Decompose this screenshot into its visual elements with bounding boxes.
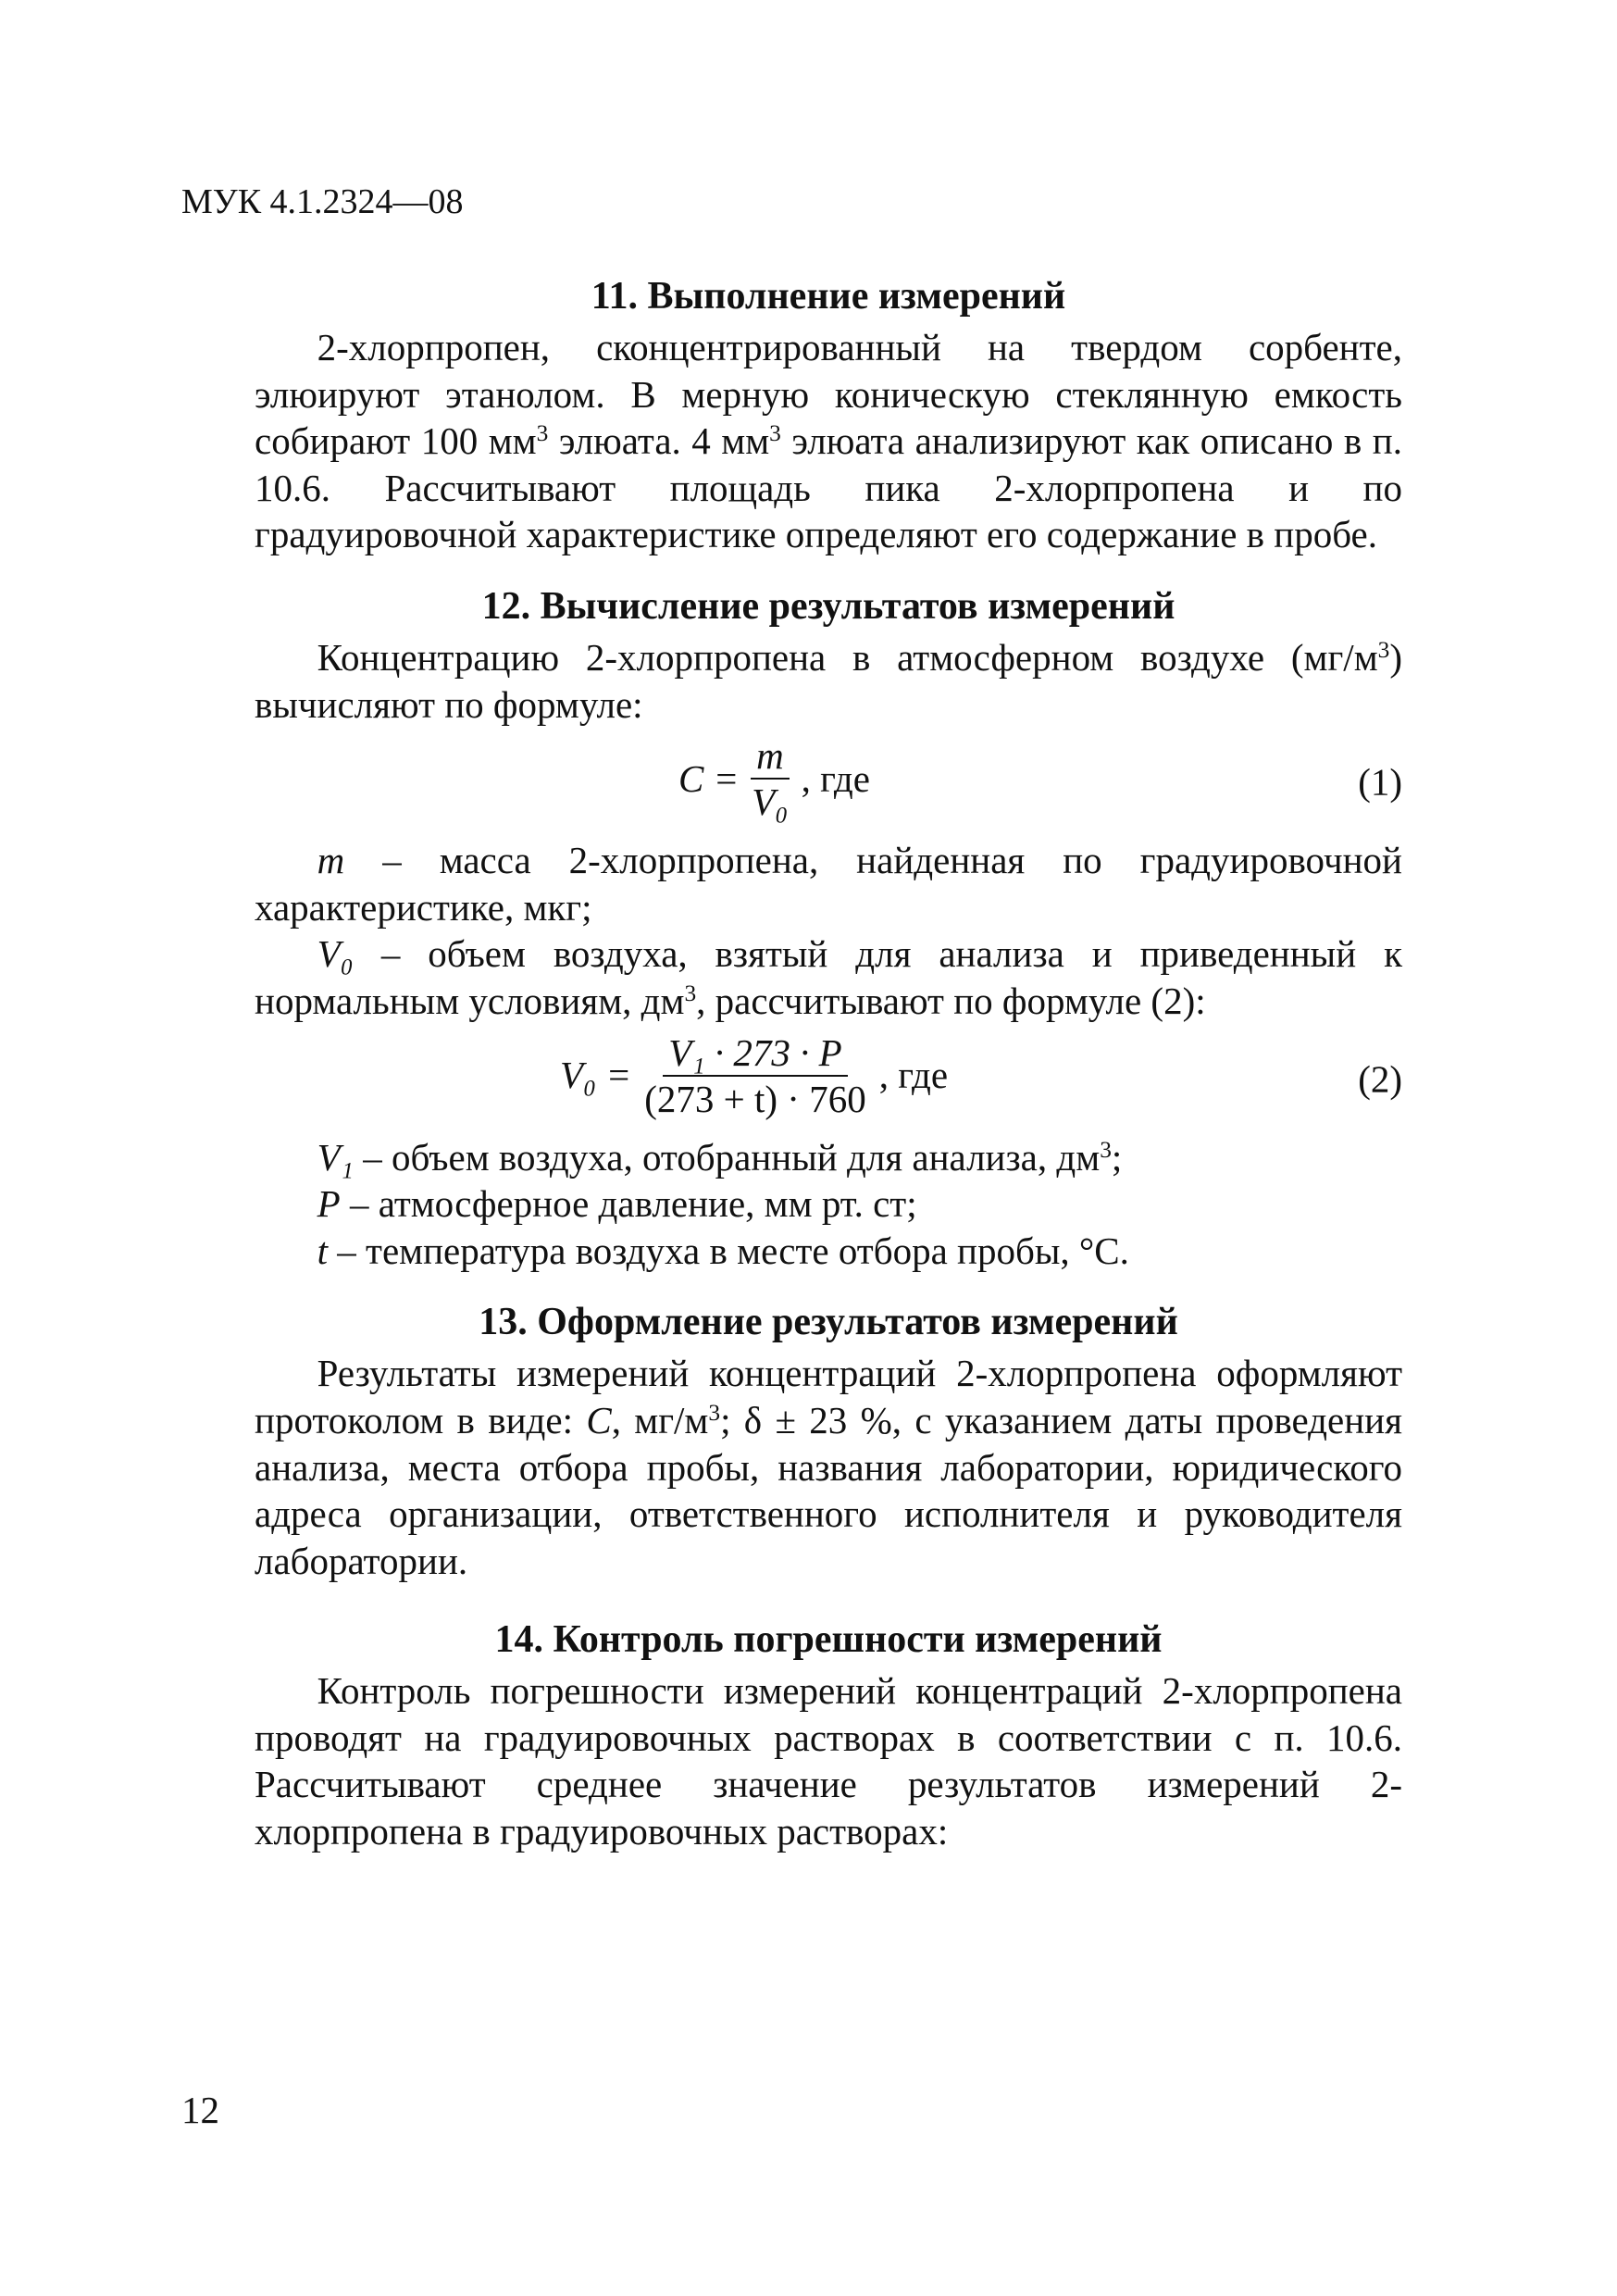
section-12-intro: Концентрацию 2-хлорпропена в атмосферном воздухе $(мг/м^3)$ вычисляют по формуле: [255, 635, 1402, 726]
formula-1-definitions [255, 837, 1402, 1024]
def-v0: V₀ – объем воздуха, взятый для анализа и приведенный к нормальным условиям, $дм^3$, рассчитывают по формуле (2): [255, 932, 1402, 1022]
def-p: P – атмосферное давление, мм рт. ст; [317, 1182, 917, 1226]
page-content [255, 268, 1402, 1876]
formula-1-lhs: C = [678, 756, 740, 800]
section-11-paragraph: 2-хлорпропен, сконцентрированный на твердом сорбенте, элюируют этанолом. В мерную коническую стеклянную емкость собирают 100 $мм^3$ элюата. 4 $мм^3$ элюата анализируют как описано в п. 10.6. Рассчитывают площадь пика 2-хлорпропена и по градуировочной характеристике определяют его содержание в пробе. [255, 326, 1402, 556]
formula-1-suffix: , где [801, 756, 870, 800]
formula-2 [255, 1025, 1402, 1134]
document-code: МУК 4.1.2324—08 [181, 182, 464, 221]
formula-2-denominator: (273 + t) · 760 [644, 1077, 866, 1120]
def-m: m – масса 2-хлорпропена, найденная по градуировочной характеристике, мкг; [255, 839, 1402, 929]
formula-1-number: (1) [1358, 760, 1402, 804]
def-v1: V₁ – объем воздуха, отобранный для анализа, $дм^3$; [317, 1135, 1123, 1179]
section-13-title: 13. Оформление результатов измерений [479, 1301, 1178, 1344]
section-14-title: 14. Контроль погрешности измерений [494, 1618, 1163, 1662]
formula-2-suffix: , где [878, 1054, 949, 1097]
formula-1-fraction [746, 733, 793, 824]
section-11-title: 11. Выполнение измерений [591, 275, 1066, 318]
section-12-title: 12. Вычисление результатов измерений [481, 584, 1175, 628]
formula-2-lhs: V₀ = [560, 1054, 632, 1097]
formula-2-definitions [255, 1134, 1402, 1275]
formula-2-fraction [639, 1030, 871, 1121]
section-13-paragraph: Результаты измерений концентраций 2-хлорпропена оформляют протоколом в виде: C, $мг/м^3$; δ ± 23 %, с указанием даты проведения анализа, места отбора пробы, названия лаборатории, юридического адреса организации, ответственного исполнителя и руководителя лаборатории. [255, 1352, 1402, 1582]
formula-1-denominator: V₀ [752, 780, 789, 824]
formula-2-numerator: V₁ · 273 · P [663, 1030, 847, 1077]
section-13 [255, 1294, 1402, 1584]
section-12 [255, 579, 1402, 1274]
section-14 [255, 1612, 1402, 1854]
page-number: 12 [181, 2089, 219, 2131]
formula-1-numerator: m [751, 733, 790, 780]
section-14-paragraph: Контроль погрешности измерений концентраций 2-хлорпропена проводят на градуировочных растворах в соответствии с п. 10.6. Рассчитывают среднее значение результатов измерений 2-хлорпропена в градуировочных растворах: [255, 1669, 1402, 1853]
def-t: t – температура воздуха в месте отбора пробы, °С. [317, 1229, 1129, 1272]
formula-1 [255, 728, 1402, 837]
formula-2-number: (2) [1358, 1057, 1402, 1101]
section-11 [255, 268, 1402, 558]
